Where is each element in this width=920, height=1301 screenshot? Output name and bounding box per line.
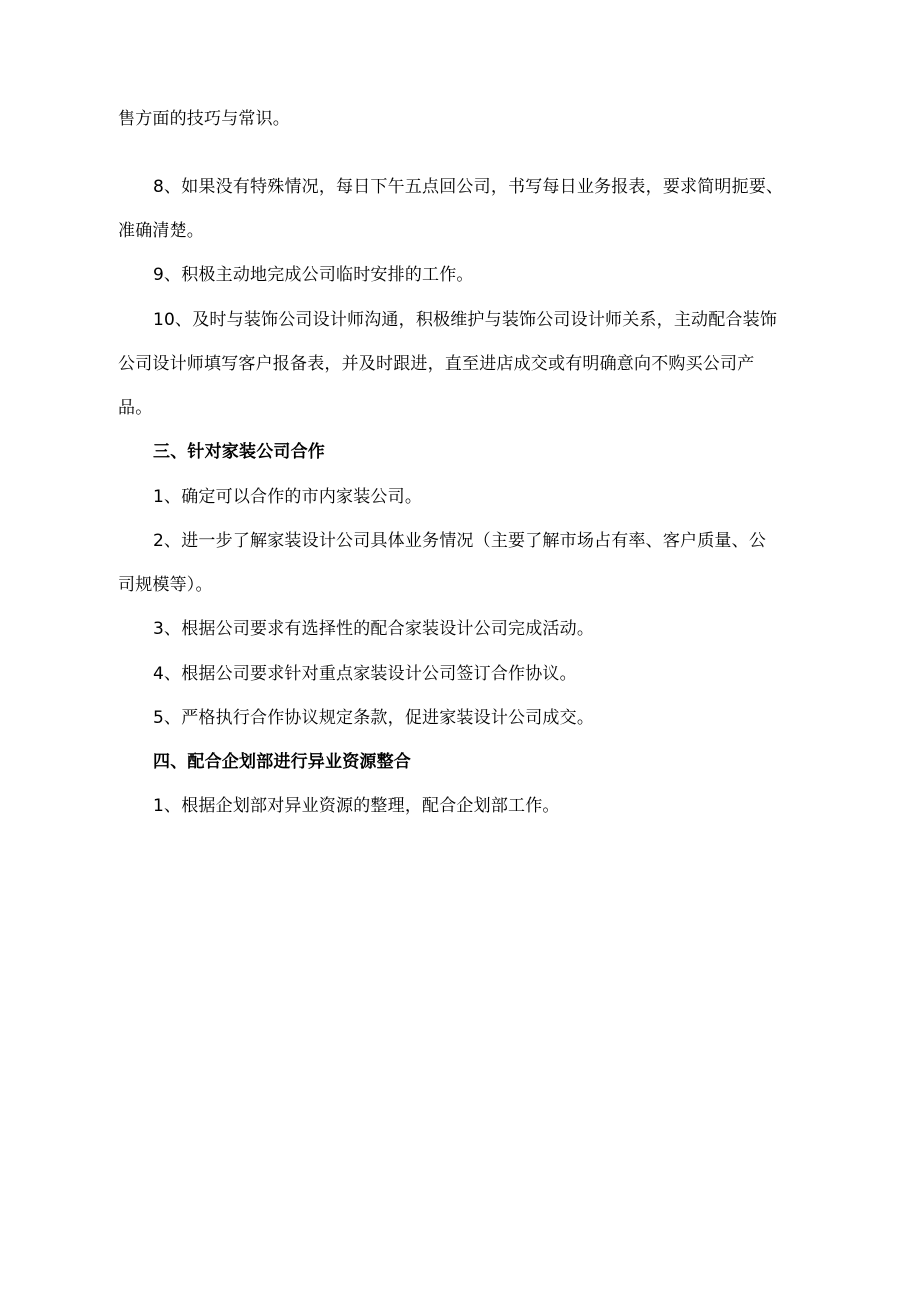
item-10-line-2: 公司设计师填写客户报备表，并及时跟进，直至进店成交或有明确意向不购买公司产 xyxy=(118,354,755,374)
item-10-line-1: 10、及时与装饰公司设计师沟通，积极维护与装饰公司设计师关系，主动配合装饰 xyxy=(153,310,778,330)
paragraph-line-sales-tips-end: 售方面的技巧与常识。 xyxy=(118,109,290,129)
section-3-item-3: 3、根据公司要求有选择性的配合家装设计公司完成活动。 xyxy=(153,619,595,639)
section-3-item-2-line-1: 2、进一步了解家装设计公司具体业务情况（主要了解市场占有率、客户质量、公 xyxy=(153,531,767,551)
item-10-line-3: 品。 xyxy=(118,398,153,418)
section-3-item-4: 4、根据公司要求针对重点家装设计公司签订合作协议。 xyxy=(153,664,577,684)
section-3-item-1: 1、确定可以合作的市内家装公司。 xyxy=(153,487,423,507)
section-3-item-2-line-2: 司规模等）。 xyxy=(118,575,213,595)
section-heading-4: 四、配合企划部进行异业资源整合 xyxy=(153,752,411,772)
section-4-item-1: 1、根据企划部对异业资源的整理，配合企划部工作。 xyxy=(153,796,560,816)
item-8-line-1: 8、如果没有特殊情况，每日下午五点回公司，书写每日业务报表，要求简明扼要、 xyxy=(153,177,784,197)
item-9: 9、积极主动地完成公司临时安排的工作。 xyxy=(153,265,474,285)
item-8-line-2: 准确清楚。 xyxy=(118,221,204,241)
section-3-item-5: 5、严格执行合作协议规定条款，促进家装设计公司成交。 xyxy=(153,708,595,728)
section-heading-3: 三、针对家装公司合作 xyxy=(153,442,325,462)
